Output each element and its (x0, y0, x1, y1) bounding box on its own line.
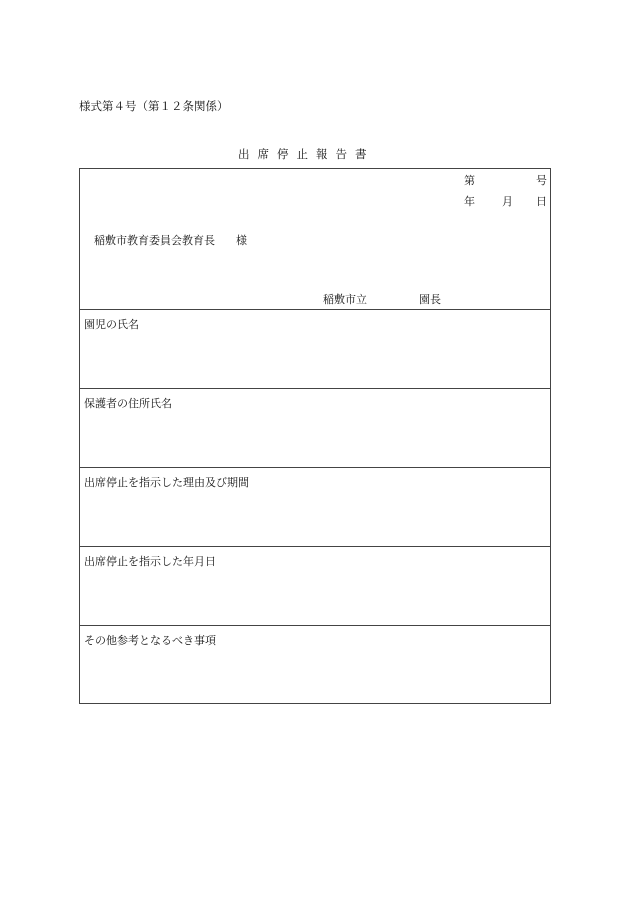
number-suffix: 号 (536, 174, 547, 187)
document-title: 出席停止報告書 (238, 147, 375, 161)
field-suspension-date (80, 547, 550, 626)
field-label: 出席停止を指示した理由及び期間 (84, 476, 249, 489)
form-number: 様式第４号（第１２条関係） (79, 99, 229, 113)
field-label: 園児の氏名 (84, 318, 139, 331)
field-label: その他参考となるべき事項 (84, 634, 216, 647)
addressee: 稲敷市教育委員会教育長 (94, 234, 215, 247)
field-label: 保護者の住所氏名 (84, 397, 172, 410)
field-other-notes (80, 626, 550, 705)
field-guardian-address-name (80, 389, 550, 468)
date-month: 月 (502, 195, 513, 208)
number-prefix: 第 (464, 174, 475, 187)
field-suspension-reason-period (80, 468, 550, 547)
field-label: 出席停止を指示した年月日 (84, 555, 216, 568)
sender-prefix: 稲敷市立 (323, 293, 367, 306)
date-day: 日 (536, 195, 547, 208)
date-year: 年 (464, 195, 475, 208)
form-header (80, 169, 550, 310)
sender-suffix: 園長 (419, 293, 441, 306)
report-form (79, 168, 551, 704)
field-child-name (80, 310, 550, 389)
addressee-honorific: 様 (236, 234, 247, 247)
